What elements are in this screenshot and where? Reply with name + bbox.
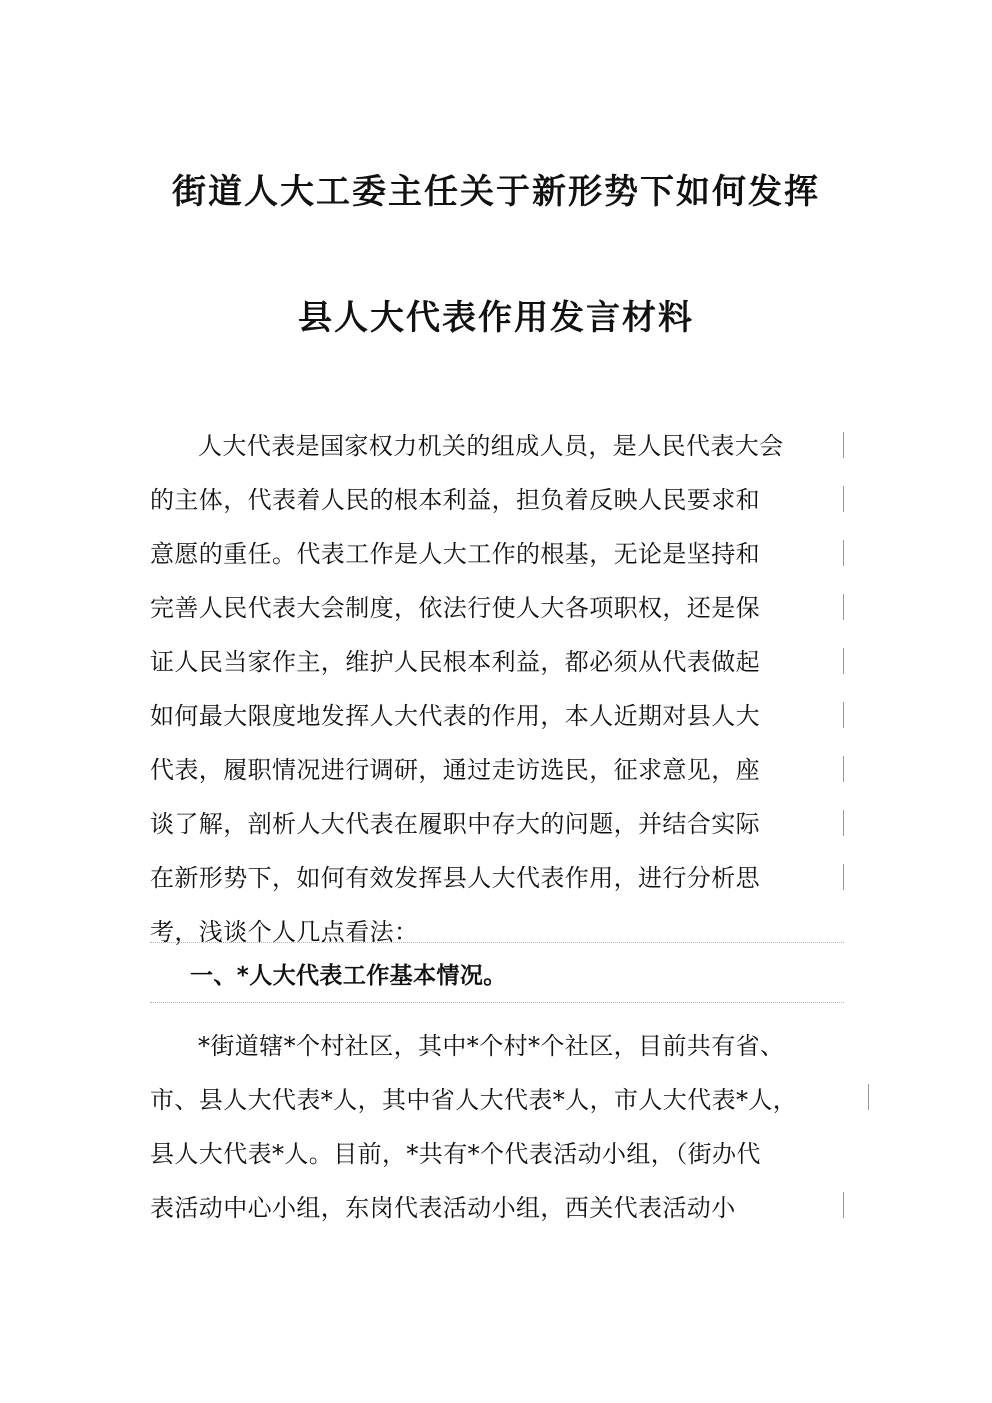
margin-marker — [843, 594, 844, 620]
paragraph-2-line-3: 县人大代表*人。目前，*共有*个代表活动小组，（街办代 — [150, 1140, 761, 1168]
paragraph-1-line-7: 代表，履职情况进行调研，通过走访选民，征求意见，座 — [150, 756, 760, 784]
paragraph-1-line-4: 完善人民代表大会制度，依法行使人大各项职权，还是保 — [150, 594, 760, 622]
margin-marker — [843, 486, 844, 512]
paragraph-divider — [150, 942, 844, 943]
paragraph-2-line-1: *街道辖*个村社区，其中*个村*个社区，目前共有省、 — [198, 1032, 785, 1060]
paragraph-2-line-2: 市、县人大代表*人，其中省人大代表*人，市人大代表*人， — [150, 1086, 798, 1114]
paragraph-1-line-9: 在新形势下，如何有效发挥县人大代表作用，进行分析思 — [150, 864, 760, 892]
margin-marker — [843, 540, 844, 566]
paragraph-1-line-3: 意愿的重任。代表工作是人大工作的根基，无论是坚持和 — [150, 540, 760, 568]
paragraph-1-line-2: 的主体，代表着人民的根本利益，担负着反映人民要求和 — [150, 486, 760, 514]
document-title-line-2: 县人大代表作用发言材料 — [298, 298, 694, 338]
paragraph-1-line-10: 考，浅谈个人几点看法： — [150, 918, 419, 946]
margin-marker — [843, 810, 844, 836]
paragraph-1-line-1: 人大代表是国家权力机关的组成人员，是人民代表大会 — [198, 432, 784, 460]
document-title-line-1: 街道人大工委主任关于新形势下如何发挥 — [172, 172, 820, 212]
section-heading: 一、*人大代表工作基本情况。 — [190, 963, 507, 989]
margin-marker — [843, 432, 844, 458]
margin-marker — [843, 1192, 844, 1218]
paragraph-1-line-5: 证人民当家作主，维护人民根本利益，都必须从代表做起 — [150, 648, 760, 676]
paragraph-2-line-4: 表活动中心小组，东岗代表活动小组，西关代表活动小 — [150, 1194, 736, 1222]
margin-marker — [843, 864, 844, 890]
margin-marker — [843, 756, 844, 782]
paragraph-1-line-8: 谈了解，剖析人大代表在履职中存大的问题，并结合实际 — [150, 810, 760, 838]
margin-marker — [868, 1084, 869, 1110]
paragraph-divider — [150, 1002, 844, 1003]
paragraph-1-line-6: 如何最大限度地发挥人大代表的作用，本人近期对县人大 — [150, 702, 760, 730]
margin-marker — [843, 702, 844, 728]
margin-marker — [843, 648, 844, 674]
